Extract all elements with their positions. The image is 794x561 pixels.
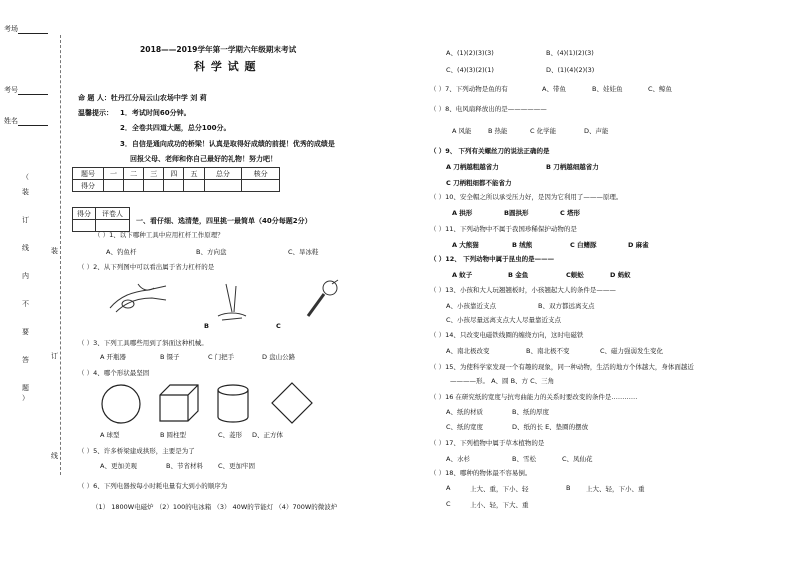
question-8: （ ）8、电风扇释放出的是——————: [430, 105, 547, 113]
q18-option-a-letter: A: [446, 484, 451, 492]
q18-option-a-text: 上大、重，下小、轻: [470, 485, 529, 493]
q16-option-a: A、纸的材质: [446, 408, 483, 416]
q18-option-c-letter: C: [446, 500, 451, 508]
score-cell: 四: [164, 168, 184, 180]
notice-label: 温馨提示：: [78, 109, 113, 117]
question-15-cont: ————形。 A、圆 B、方 C、三角: [450, 377, 555, 385]
tweezers-illustration: [214, 282, 248, 322]
q4-option-c: C、菱形: [218, 431, 243, 439]
score-cell: 三: [144, 168, 164, 180]
score-cell: 五: [184, 168, 204, 180]
seal-char: 不: [22, 300, 29, 308]
q3-option-d: D 盘山公路: [262, 353, 296, 361]
seal-char: 要: [22, 328, 29, 336]
bottle-opener-illustration: [302, 278, 342, 320]
q2-label-b: B: [204, 322, 209, 330]
exam-number-blank: [18, 88, 48, 95]
q18-option-b-text: 上大、轻，下小、重: [586, 485, 645, 493]
q8-option-b: B 热能: [488, 127, 508, 135]
q4-option-b: B 圆柱型: [160, 431, 187, 439]
question-16: （ ）16 在研究纸的宽度与抗弯曲能力的关系时要改变的条件是…………: [430, 393, 638, 401]
q14-option-c: C、磁力强弱发生变化: [600, 347, 664, 355]
exam-room-field: [4, 24, 48, 34]
q1-option-a: A、钓鱼杆: [106, 248, 137, 256]
q3-option-a: A 开瓶器: [100, 353, 127, 361]
q8-option-c: C 化学能: [530, 127, 557, 135]
q11-option-c: C 白鳍豚: [570, 241, 597, 249]
question-6: （ ）6、下列电器按每小时耗电量有大到小的顺序为: [78, 482, 228, 490]
score-table-header-row: [73, 168, 280, 180]
question-14: （ ）14、只改变电磁铁线圈的缠绕方向，这时电磁铁: [430, 331, 584, 339]
score-input-cell[interactable]: [144, 180, 164, 192]
question-11: （ ）11、下列动物中不属于我国珍稀保护动物的是: [430, 225, 577, 233]
q1-option-b: B、方向盘: [196, 248, 227, 256]
seal-char: 内: [22, 272, 29, 280]
cylinder-shape: [216, 383, 250, 425]
score-input-cell[interactable]: [124, 180, 144, 192]
score-input-cell[interactable]: [164, 180, 184, 192]
question-17: （ ）17、下列植物中属于草本植物的是: [430, 439, 545, 447]
q5-option-c: C、更加牢固: [218, 462, 256, 470]
scissors-illustration: [108, 278, 168, 316]
q14-option-a: A、南北极改变: [446, 347, 490, 355]
q10-option-b: B圆拱形: [504, 209, 529, 217]
binding-mark: 线: [51, 452, 58, 460]
q2-label-c: C: [276, 322, 281, 330]
exam-number-label: 考号: [4, 86, 18, 94]
q12-option-b: B 金鱼: [508, 271, 529, 279]
q12-option-a: A 蚊子: [452, 271, 473, 279]
q10-option-c: C 塔形: [560, 209, 581, 217]
q17-option-b: B、雪松: [512, 455, 536, 463]
score-input-cell[interactable]: [204, 180, 242, 192]
grader-box: [72, 207, 130, 232]
q9-option-c: C 刀柄粗细都不能省力: [446, 179, 512, 187]
q18-option-c-text: 上小、轻，下大、重: [470, 501, 529, 509]
q7-option-c: C、鲸鱼: [648, 85, 673, 93]
score-cell: 总分: [204, 168, 242, 180]
exam-year-title: 2018——2019学年第一学期六年级期末考试: [140, 45, 297, 54]
cube-shape: [158, 383, 200, 423]
score-cell: 题号: [73, 168, 104, 180]
question-10: （ ）10、安全帽之所以承受压力好，是因为它利用了———原理。: [430, 193, 623, 201]
q4-option-d: D、正方体: [252, 431, 284, 439]
exam-room-label: 考场: [4, 25, 18, 33]
seal-char: 装: [22, 188, 29, 196]
score-input-cell[interactable]: [242, 180, 280, 192]
name-label: 姓名: [4, 117, 18, 125]
seal-char: （: [22, 173, 29, 181]
seal-char: ）: [22, 394, 29, 402]
q8-option-a: A 风能: [452, 127, 472, 135]
notice-line-2: 2．全卷共四道大题，总分100分。: [120, 124, 231, 132]
score-cell: 得分: [73, 180, 104, 192]
exam-author: 命 题 人：牡丹江分局云山农场中学 刘 莉: [78, 94, 207, 102]
question-7: （ ）7、下列动物是鱼的有: [430, 85, 508, 93]
question-12: （ ）12、 下列动物中属于昆虫的是———: [430, 255, 555, 263]
name-field: [4, 116, 48, 126]
score-cell: 二: [124, 168, 144, 180]
score-table: [72, 167, 280, 192]
q6-option-d: D、(1)(4)(2)(3): [546, 66, 595, 74]
q7-option-a: A、带鱼: [542, 85, 566, 93]
q6-option-b: B、(4)(1)(2)(3): [546, 49, 594, 57]
q6-appliance-list: （1） 1800W电磁炉 （2）100的电冰箱 （3） 40W的节能灯 （4）700W的微波炉: [92, 503, 338, 511]
score-cell: 一: [104, 168, 124, 180]
question-5: （ ）5、许多桥梁建成拱形，主要是为了: [78, 447, 195, 455]
binding-dashed-line: [60, 35, 61, 475]
q11-option-a: A 大熊猫: [452, 241, 479, 249]
q12-option-d: D 蚂蚁: [610, 271, 631, 279]
q6-option-a: A、(1)(2)(3)(3): [446, 49, 494, 57]
q8-option-d: D、声能: [584, 127, 609, 135]
q12-option-c: C蜈蚣: [566, 271, 584, 279]
seal-char: 订: [22, 216, 29, 224]
grader-name-label: 评卷人: [96, 208, 130, 220]
q9-option-b: B 刀柄越细越省力: [546, 163, 599, 171]
name-blank: [18, 119, 48, 126]
question-3: （ ）3、下列工具哪些用到了斜面这种机械。: [78, 339, 208, 347]
score-cell: 核分: [242, 168, 280, 180]
score-input-cell[interactable]: [104, 180, 124, 192]
q9-option-a: A 刀柄越粗越省力: [446, 163, 499, 171]
q5-option-a: A、更加美观: [100, 462, 137, 470]
binding-mark: 订: [51, 352, 58, 360]
q4-option-a: A 球型: [100, 431, 120, 439]
q3-option-c: C 门把手: [208, 353, 235, 361]
grader-score-label: 得分: [73, 208, 96, 220]
sphere-shape: [100, 383, 144, 425]
score-table-score-row: [73, 180, 280, 192]
q18-option-b-letter: B: [566, 484, 571, 492]
q16-option-b: B、纸的厚度: [512, 408, 549, 416]
question-4: （ ）4、哪个形状最坚固: [78, 369, 150, 377]
exam-subject-title: 科 学 试 题: [194, 60, 257, 73]
score-input-cell[interactable]: [184, 180, 204, 192]
seal-char: 答: [22, 356, 29, 364]
exam-room-blank: [18, 27, 48, 34]
q16-option-d: D、纸的长 E、垫圈的摆放: [512, 423, 589, 431]
q17-option-a: A、水杉: [446, 455, 470, 463]
grader-score-cell[interactable]: [73, 220, 96, 232]
q6-option-c: C、(4)(3)(2)(1): [446, 66, 494, 74]
q1-option-c: C、旱冰鞋: [288, 248, 319, 256]
notice-line-1: 1．考试时间60分钟。: [120, 109, 191, 117]
notice-line-3b: 回报父母、老师和你自己最好的礼物！努力吧！: [130, 155, 277, 163]
q17-option-c: C、凤仙花: [562, 455, 593, 463]
question-15: （ ）15、为使科学家发现一个有趣的现象，同一种动物，生活的地方个体越大，身体面越近: [430, 363, 694, 371]
q13-option-c: C、小孩尽量远离支点大人尽量靠近支点: [446, 316, 562, 324]
q5-option-b: B、节省材料: [166, 462, 203, 470]
notice-line-3a: 3．自信是通向成功的桥梁！认真是取得好成绩的前提！优秀的成绩是: [120, 140, 335, 148]
q13-option-b: B、双方都远离支点: [538, 302, 595, 310]
binding-mark: 装: [51, 247, 58, 255]
q13-option-a: A、小孩靠近支点: [446, 302, 496, 310]
q11-option-d: D 麻雀: [628, 241, 649, 249]
q3-option-b: B 镊子: [160, 353, 180, 361]
question-1: （ ）1、以下哪种工具中应用杠杆工作原理？: [94, 231, 224, 239]
seal-char: 线: [22, 244, 29, 252]
q11-option-b: B 绒熊: [512, 241, 533, 249]
q16-option-c: C、纸的宽度: [446, 423, 484, 431]
rhombus-shape: [270, 381, 314, 425]
question-18: （ ）18、哪种的物体最不容易倒。: [430, 469, 532, 477]
seal-char: 题: [22, 384, 29, 392]
q10-option-a: A 拱形: [452, 209, 473, 217]
q14-option-b: B、南北极不变: [526, 347, 570, 355]
question-13: （ ）13、小孩和大人玩翘翘板时，小孩翘起大人的条件是———: [430, 286, 616, 294]
q7-option-b: B、娃娃鱼: [592, 85, 623, 93]
section-1-heading: 一、看仔细、选清楚，四里挑一最简单（40分每题2分）: [136, 217, 312, 225]
question-2: （ ）2、从下列图中可以看出属于省力杠杆的是: [78, 263, 215, 271]
exam-number-field: [4, 85, 48, 95]
question-9: （ ）9、 下列有关螺丝刀的说法正确的是: [430, 147, 550, 155]
